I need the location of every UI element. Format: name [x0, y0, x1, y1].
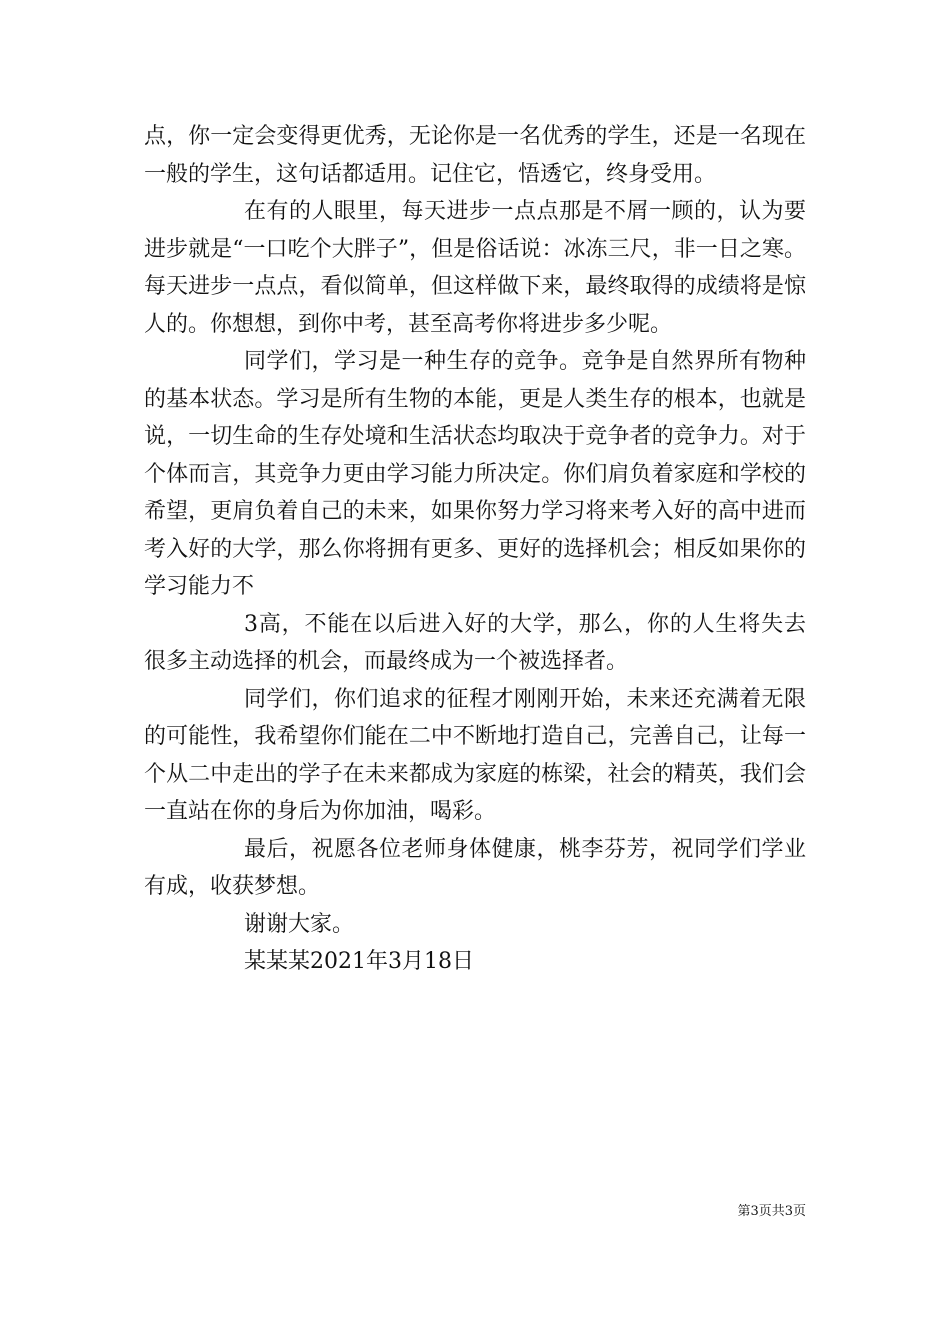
document-body [144, 118, 806, 981]
paragraph-continuation: 点，你一定会变得更优秀，无论你是一名优秀的学生，还是一名现在一般的学生，这句话都适用。记住它，悟透它，终身受用。 [144, 124, 806, 187]
paragraph-progress: 在有的人眼里，每天进步一点点那是不屑一顾的，认为要进步就是“一口吃个大胖子”，但是俗话说：冰冻三尺，非一日之寒。每天进步一点点，看似简单，但这样做下来，最终取得的成绩将是惊人的。你想想，到你中考，甚至高考你将进步多少呢。 [144, 199, 806, 337]
paragraph-future-choices: 3高，不能在以后进入好的大学，那么，你的人生将失去很多主动选择的机会，而最终成为一个被选择者。 [144, 611, 806, 674]
paragraph-journey: 同学们，你们追求的征程才刚刚开始，未来还充满着无限的可能性，我希望你们能在二中不断地打造自己，完善自己，让每一个从二中走出的学子在未来都成为家庭的栋梁，社会的精英，我们会一直站在你的身后为你加油，喝彩。 [144, 686, 806, 824]
signature-date: 某某某2021年3月18日 [244, 949, 474, 974]
paragraph-wishes: 最后，祝愿各位老师身体健康，桃李芬芳，祝同学们学业有成，收获梦想。 [144, 836, 806, 899]
page-number-footer: 第3页共3页 [737, 1204, 806, 1219]
paragraph-competition: 同学们，学习是一种生存的竞争。竞争是自然界所有物种的基本状态。学习是所有生物的本能，更是人类生存的根本，也就是说，一切生命的生存处境和生活状态均取决于竞争者的竞争力。对于个体而言，其竞争力更由学习能力所决定。你们肩负着家庭和学校的希望，更肩负着自己的未来，如果你努力学习将来考入好的高中进而考入好的大学，那么你将拥有更多、更好的选择机会；相反如果你的学习能力不 [144, 349, 806, 599]
paragraph-thanks: 谢谢大家。 [244, 911, 355, 937]
